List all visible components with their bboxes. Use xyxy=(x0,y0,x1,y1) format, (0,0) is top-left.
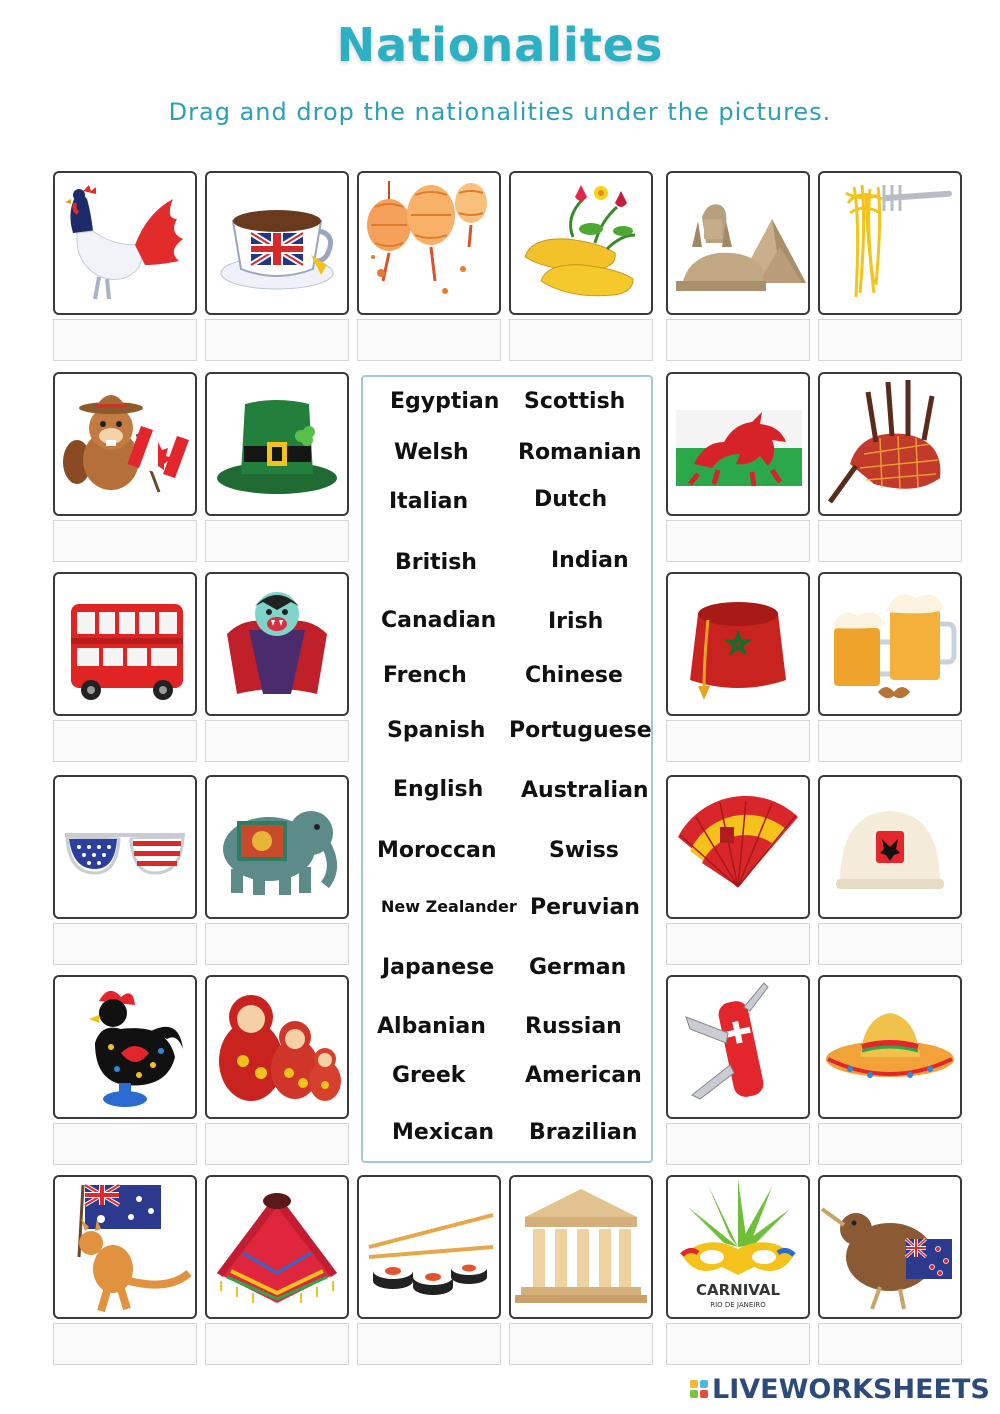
english-double-decker-bus-icon xyxy=(55,574,195,714)
draggable-word[interactable]: French xyxy=(383,663,467,688)
draggable-word[interactable]: New Zealander xyxy=(381,897,517,916)
german-beer-mugs-picture xyxy=(818,572,962,716)
draggable-word[interactable]: Russian xyxy=(525,1014,622,1039)
draggable-word[interactable]: Mexican xyxy=(392,1120,495,1145)
french-rooster-icon xyxy=(55,173,195,313)
brazilian-carnival-mask-icon xyxy=(668,1177,808,1317)
answer-drop-zone[interactable] xyxy=(818,319,962,361)
american-flag-sunglasses-icon xyxy=(55,777,195,917)
romanian-dracula-icon xyxy=(207,574,347,714)
draggable-word[interactable]: Peruvian xyxy=(530,895,640,920)
egyptian-sphinx-pyramids-icon xyxy=(668,173,808,313)
british-tea-cup-icon xyxy=(207,173,347,313)
draggable-word[interactable]: Indian xyxy=(551,548,629,573)
german-beer-mugs-icon xyxy=(820,574,960,714)
albanian-hat-picture xyxy=(818,775,962,919)
carnival-subcaption: RIO DE JANEIRO xyxy=(710,1301,766,1309)
egyptian-sphinx-pyramids-picture xyxy=(666,171,810,315)
answer-drop-zone[interactable] xyxy=(357,1323,501,1365)
welsh-flag-icon xyxy=(668,374,808,514)
answer-drop-zone[interactable] xyxy=(53,720,197,762)
draggable-word[interactable]: Japanese xyxy=(382,955,495,980)
australian-kangaroo-icon xyxy=(55,1177,195,1317)
american-flag-sunglasses-picture xyxy=(53,775,197,919)
answer-drop-zone[interactable] xyxy=(53,1123,197,1165)
scottish-bagpipes-icon xyxy=(820,374,960,514)
russian-dolls-picture xyxy=(205,975,349,1119)
draggable-word[interactable]: Spanish xyxy=(387,718,486,743)
scottish-bagpipes-picture xyxy=(818,372,962,516)
draggable-word[interactable]: Romanian xyxy=(518,440,642,465)
dutch-clogs-tulips-icon xyxy=(511,173,651,313)
logo-text: LIVEWORKSHEETS xyxy=(712,1373,990,1405)
draggable-word[interactable]: British xyxy=(395,550,477,575)
draggable-word[interactable]: Italian xyxy=(389,489,469,514)
answer-drop-zone[interactable] xyxy=(818,1323,962,1365)
answer-drop-zone[interactable] xyxy=(666,720,810,762)
answer-drop-zone[interactable] xyxy=(666,1123,810,1165)
answer-drop-zone[interactable] xyxy=(53,1323,197,1365)
new-zealand-kiwi-icon xyxy=(820,1177,960,1317)
worksheet-instructions: Drag and drop the nationalities under the pictures. xyxy=(168,98,832,126)
draggable-word[interactable]: Portuguese xyxy=(509,718,652,743)
answer-drop-zone[interactable] xyxy=(666,1323,810,1365)
british-tea-cup-picture xyxy=(205,171,349,315)
spanish-fan-icon xyxy=(668,777,808,917)
answer-drop-zone[interactable] xyxy=(205,720,349,762)
indian-elephant-picture xyxy=(205,775,349,919)
answer-drop-zone[interactable] xyxy=(666,520,810,562)
draggable-word[interactable]: Swiss xyxy=(549,838,619,863)
italian-spaghetti-fork-picture xyxy=(818,171,962,315)
irish-leprechaun-hat-picture xyxy=(205,372,349,516)
italian-spaghetti-fork-icon xyxy=(820,173,960,313)
answer-drop-zone[interactable] xyxy=(509,319,653,361)
french-rooster-picture xyxy=(53,171,197,315)
draggable-word[interactable]: Canadian xyxy=(381,608,497,633)
answer-drop-zone[interactable] xyxy=(205,923,349,965)
draggable-word[interactable]: Dutch xyxy=(534,487,608,512)
draggable-word[interactable]: Moroccan xyxy=(377,838,497,863)
albanian-hat-icon xyxy=(820,777,960,917)
portuguese-rooster-picture xyxy=(53,975,197,1119)
answer-drop-zone[interactable] xyxy=(666,319,810,361)
liveworksheets-logo xyxy=(690,1372,990,1406)
answer-drop-zone[interactable] xyxy=(205,1323,349,1365)
moroccan-fez-icon xyxy=(668,574,808,714)
japanese-sushi-picture xyxy=(357,1175,501,1319)
chinese-lanterns-picture xyxy=(357,171,501,315)
draggable-word[interactable]: Brazilian xyxy=(529,1120,638,1145)
peruvian-poncho-picture xyxy=(205,1175,349,1319)
canadian-beaver-flag-picture xyxy=(53,372,197,516)
liveworksheets-logo-icon xyxy=(690,1380,708,1398)
mexican-sombrero-icon xyxy=(820,977,960,1117)
irish-leprechaun-hat-icon xyxy=(207,374,347,514)
indian-elephant-icon xyxy=(207,777,347,917)
draggable-word[interactable]: Albanian xyxy=(377,1014,486,1039)
draggable-word[interactable]: Chinese xyxy=(525,663,623,688)
draggable-word[interactable]: Irish xyxy=(548,609,604,634)
draggable-word[interactable]: English xyxy=(393,777,484,802)
answer-drop-zone[interactable] xyxy=(818,720,962,762)
brazilian-carnival-mask-picture xyxy=(666,1175,810,1319)
draggable-word[interactable]: Scottish xyxy=(524,389,626,414)
answer-drop-zone[interactable] xyxy=(53,520,197,562)
draggable-word[interactable]: American xyxy=(525,1063,642,1088)
english-double-decker-bus-picture xyxy=(53,572,197,716)
moroccan-fez-picture xyxy=(666,572,810,716)
answer-drop-zone[interactable] xyxy=(666,923,810,965)
word-bank xyxy=(361,375,653,1163)
spanish-fan-picture xyxy=(666,775,810,919)
answer-drop-zone[interactable] xyxy=(53,923,197,965)
swiss-army-knife-picture xyxy=(666,975,810,1119)
russian-dolls-icon xyxy=(207,977,347,1117)
answer-drop-zone[interactable] xyxy=(357,319,501,361)
answer-drop-zone[interactable] xyxy=(205,520,349,562)
answer-drop-zone[interactable] xyxy=(818,1123,962,1165)
draggable-word[interactable]: Greek xyxy=(392,1063,466,1088)
answer-drop-zone[interactable] xyxy=(818,923,962,965)
peruvian-poncho-icon xyxy=(207,1177,347,1317)
dutch-clogs-tulips-picture xyxy=(509,171,653,315)
japanese-sushi-icon xyxy=(359,1177,499,1317)
answer-drop-zone[interactable] xyxy=(205,1123,349,1165)
swiss-army-knife-icon xyxy=(668,977,808,1117)
new-zealand-kiwi-picture xyxy=(818,1175,962,1319)
worksheet-title: Nationalites xyxy=(336,18,664,72)
carnival-caption: CARNIVAL xyxy=(695,1281,781,1299)
chinese-lanterns-icon xyxy=(359,173,499,313)
portuguese-rooster-icon xyxy=(55,977,195,1117)
draggable-word[interactable]: Australian xyxy=(521,778,649,803)
greek-temple-icon xyxy=(511,1177,651,1317)
draggable-word[interactable]: Egyptian xyxy=(390,389,500,414)
australian-kangaroo-picture xyxy=(53,1175,197,1319)
answer-drop-zone[interactable] xyxy=(53,319,197,361)
canadian-beaver-flag-icon xyxy=(55,374,195,514)
romanian-dracula-picture xyxy=(205,572,349,716)
welsh-flag-picture xyxy=(666,372,810,516)
answer-drop-zone[interactable] xyxy=(205,319,349,361)
answer-drop-zone[interactable] xyxy=(818,520,962,562)
answer-drop-zone[interactable] xyxy=(509,1323,653,1365)
draggable-word[interactable]: Welsh xyxy=(394,440,469,465)
mexican-sombrero-picture xyxy=(818,975,962,1119)
draggable-word[interactable]: German xyxy=(529,955,627,980)
greek-temple-picture xyxy=(509,1175,653,1319)
